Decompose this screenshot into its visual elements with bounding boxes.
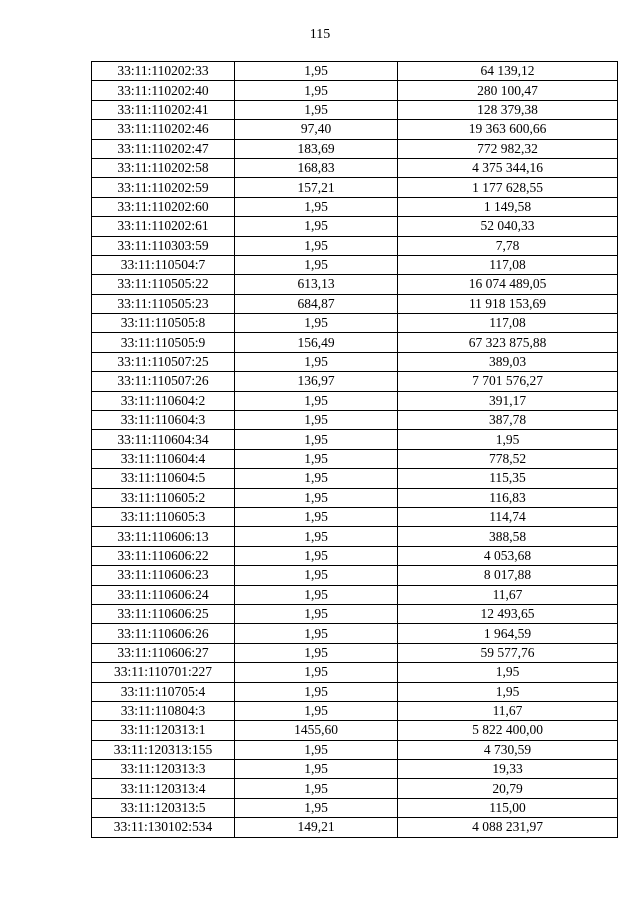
area-value-cell: 1455,60: [235, 721, 398, 740]
area-value-cell: 1,95: [235, 100, 398, 119]
table-row: [92, 740, 618, 759]
cadastral-number-cell: 33:11:110507:25: [92, 352, 235, 371]
area-value-cell: 1,95: [235, 546, 398, 565]
area-value-cell: 1,95: [235, 740, 398, 759]
area-value-cell: 1,95: [235, 604, 398, 623]
amount-value-cell: 7 701 576,27: [398, 372, 618, 391]
amount-value-cell: 388,58: [398, 527, 618, 546]
table-row: [92, 779, 618, 798]
area-value-cell: 1,95: [235, 449, 398, 468]
area-value-cell: 613,13: [235, 275, 398, 294]
table-row: [92, 178, 618, 197]
table-row: [92, 682, 618, 701]
area-value-cell: 1,95: [235, 585, 398, 604]
amount-value-cell: 4 730,59: [398, 740, 618, 759]
area-value-cell: 156,49: [235, 333, 398, 352]
cadastral-number-cell: 33:11:110505:22: [92, 275, 235, 294]
cadastral-number-cell: 33:11:120313:155: [92, 740, 235, 759]
cadastral-number-cell: 33:11:110701:227: [92, 663, 235, 682]
table-body: [92, 62, 618, 838]
amount-value-cell: 1,95: [398, 682, 618, 701]
cadastral-number-cell: 33:11:110605:2: [92, 488, 235, 507]
area-value-cell: 183,69: [235, 139, 398, 158]
cadastral-number-cell: 33:11:110504:7: [92, 255, 235, 274]
area-value-cell: 1,95: [235, 411, 398, 430]
cadastral-number-cell: 33:11:110202:47: [92, 139, 235, 158]
amount-value-cell: 114,74: [398, 507, 618, 526]
amount-value-cell: 64 139,12: [398, 62, 618, 81]
cadastral-number-cell: 33:11:110202:60: [92, 197, 235, 216]
cadastral-number-cell: 33:11:110202:59: [92, 178, 235, 197]
cadastral-number-cell: 33:11:110606:24: [92, 585, 235, 604]
cadastral-number-cell: 33:11:110507:26: [92, 372, 235, 391]
table-row: [92, 604, 618, 623]
table-row: [92, 721, 618, 740]
amount-value-cell: 19 363 600,66: [398, 120, 618, 139]
table-row: [92, 197, 618, 216]
table-row: [92, 372, 618, 391]
area-value-cell: 1,95: [235, 62, 398, 81]
table-row: [92, 81, 618, 100]
cadastral-number-cell: 33:11:110505:9: [92, 333, 235, 352]
amount-value-cell: 387,78: [398, 411, 618, 430]
table-row: [92, 469, 618, 488]
table-row: [92, 139, 618, 158]
amount-value-cell: 1 149,58: [398, 197, 618, 216]
cadastral-number-cell: 33:11:110604:4: [92, 449, 235, 468]
cadastral-number-cell: 33:11:110606:26: [92, 624, 235, 643]
area-value-cell: 1,95: [235, 217, 398, 236]
cadastral-number-cell: 33:11:120313:3: [92, 760, 235, 779]
area-value-cell: 168,83: [235, 158, 398, 177]
cadastral-number-cell: 33:11:110604:5: [92, 469, 235, 488]
amount-value-cell: 115,35: [398, 469, 618, 488]
area-value-cell: 1,95: [235, 663, 398, 682]
amount-value-cell: 128 379,38: [398, 100, 618, 119]
cadastral-number-cell: 33:11:110606:23: [92, 566, 235, 585]
table-row: [92, 62, 618, 81]
cadastral-number-cell: 33:11:120313:4: [92, 779, 235, 798]
cadastral-number-cell: 33:11:110606:22: [92, 546, 235, 565]
table-row: [92, 449, 618, 468]
table-row: [92, 760, 618, 779]
area-value-cell: 684,87: [235, 294, 398, 313]
table-row: [92, 314, 618, 333]
cadastral-number-cell: 33:11:110202:33: [92, 62, 235, 81]
table-row: [92, 255, 618, 274]
area-value-cell: 1,95: [235, 701, 398, 720]
area-value-cell: 1,95: [235, 197, 398, 216]
area-value-cell: 1,95: [235, 760, 398, 779]
table-row: [92, 217, 618, 236]
amount-value-cell: 389,03: [398, 352, 618, 371]
cadastral-number-cell: 33:11:110606:27: [92, 643, 235, 662]
table-row: [92, 430, 618, 449]
amount-value-cell: 391,17: [398, 391, 618, 410]
area-value-cell: 1,95: [235, 352, 398, 371]
table-row: [92, 352, 618, 371]
amount-value-cell: 12 493,65: [398, 604, 618, 623]
cadastral-number-cell: 33:11:110303:59: [92, 236, 235, 255]
amount-value-cell: 20,79: [398, 779, 618, 798]
cadastral-number-cell: 33:11:110202:58: [92, 158, 235, 177]
table-row: [92, 333, 618, 352]
table-row: [92, 798, 618, 817]
cadastral-number-cell: 33:11:110604:2: [92, 391, 235, 410]
amount-value-cell: 1,95: [398, 663, 618, 682]
cadastral-number-cell: 33:11:130102:534: [92, 818, 235, 837]
area-value-cell: 1,95: [235, 779, 398, 798]
amount-value-cell: 52 040,33: [398, 217, 618, 236]
amount-value-cell: 59 577,76: [398, 643, 618, 662]
amount-value-cell: 7,78: [398, 236, 618, 255]
amount-value-cell: 16 074 489,05: [398, 275, 618, 294]
area-value-cell: 1,95: [235, 566, 398, 585]
table-row: [92, 818, 618, 837]
table-row: [92, 546, 618, 565]
amount-value-cell: 117,08: [398, 314, 618, 333]
amount-value-cell: 1 964,59: [398, 624, 618, 643]
area-value-cell: 157,21: [235, 178, 398, 197]
table-row: [92, 275, 618, 294]
data-table: [91, 61, 618, 838]
cadastral-number-cell: 33:11:110606:13: [92, 527, 235, 546]
area-value-cell: 1,95: [235, 527, 398, 546]
table-row: [92, 488, 618, 507]
area-value-cell: 1,95: [235, 488, 398, 507]
amount-value-cell: 67 323 875,88: [398, 333, 618, 352]
area-value-cell: 1,95: [235, 682, 398, 701]
amount-value-cell: 11,67: [398, 585, 618, 604]
amount-value-cell: 4 053,68: [398, 546, 618, 565]
amount-value-cell: 8 017,88: [398, 566, 618, 585]
table-row: [92, 643, 618, 662]
table-row: [92, 100, 618, 119]
page-number: 115: [309, 27, 331, 42]
table-row: [92, 236, 618, 255]
amount-value-cell: 11,67: [398, 701, 618, 720]
cadastral-number-cell: 33:11:110604:3: [92, 411, 235, 430]
amount-value-cell: 11 918 153,69: [398, 294, 618, 313]
cadastral-number-cell: 33:11:110804:3: [92, 701, 235, 720]
amount-value-cell: 772 982,32: [398, 139, 618, 158]
table-row: [92, 585, 618, 604]
area-value-cell: 149,21: [235, 818, 398, 837]
cadastral-number-cell: 33:11:110705:4: [92, 682, 235, 701]
table-row: [92, 507, 618, 526]
table-row: [92, 294, 618, 313]
area-value-cell: 1,95: [235, 391, 398, 410]
cadastral-number-cell: 33:11:110604:34: [92, 430, 235, 449]
amount-value-cell: 1 177 628,55: [398, 178, 618, 197]
cadastral-number-cell: 33:11:110606:25: [92, 604, 235, 623]
area-value-cell: 1,95: [235, 314, 398, 333]
table-row: [92, 158, 618, 177]
amount-value-cell: 4 088 231,97: [398, 818, 618, 837]
cadastral-number-cell: 33:11:110505:8: [92, 314, 235, 333]
area-value-cell: 1,95: [235, 81, 398, 100]
amount-value-cell: 117,08: [398, 255, 618, 274]
amount-value-cell: 5 822 400,00: [398, 721, 618, 740]
table-row: [92, 701, 618, 720]
table-row: [92, 391, 618, 410]
cadastral-number-cell: 33:11:110202:40: [92, 81, 235, 100]
table-row: [92, 411, 618, 430]
amount-value-cell: 115,00: [398, 798, 618, 817]
area-value-cell: 136,97: [235, 372, 398, 391]
table-row: [92, 527, 618, 546]
area-value-cell: 1,95: [235, 507, 398, 526]
area-value-cell: 1,95: [235, 798, 398, 817]
cadastral-number-cell: 33:11:120313:1: [92, 721, 235, 740]
area-value-cell: 1,95: [235, 469, 398, 488]
cadastral-number-cell: 33:11:110605:3: [92, 507, 235, 526]
amount-value-cell: 778,52: [398, 449, 618, 468]
amount-value-cell: 1,95: [398, 430, 618, 449]
cadastral-number-cell: 33:11:110202:46: [92, 120, 235, 139]
amount-value-cell: 116,83: [398, 488, 618, 507]
cadastral-number-cell: 33:11:120313:5: [92, 798, 235, 817]
table-row: [92, 566, 618, 585]
table-row: [92, 120, 618, 139]
area-value-cell: 1,95: [235, 430, 398, 449]
cadastral-number-cell: 33:11:110202:61: [92, 217, 235, 236]
amount-value-cell: 4 375 344,16: [398, 158, 618, 177]
area-value-cell: 1,95: [235, 624, 398, 643]
area-value-cell: 1,95: [235, 643, 398, 662]
area-value-cell: 1,95: [235, 236, 398, 255]
area-value-cell: 97,40: [235, 120, 398, 139]
cadastral-number-cell: 33:11:110505:23: [92, 294, 235, 313]
amount-value-cell: 280 100,47: [398, 81, 618, 100]
area-value-cell: 1,95: [235, 255, 398, 274]
amount-value-cell: 19,33: [398, 760, 618, 779]
table-row: [92, 663, 618, 682]
table-row: [92, 624, 618, 643]
cadastral-number-cell: 33:11:110202:41: [92, 100, 235, 119]
